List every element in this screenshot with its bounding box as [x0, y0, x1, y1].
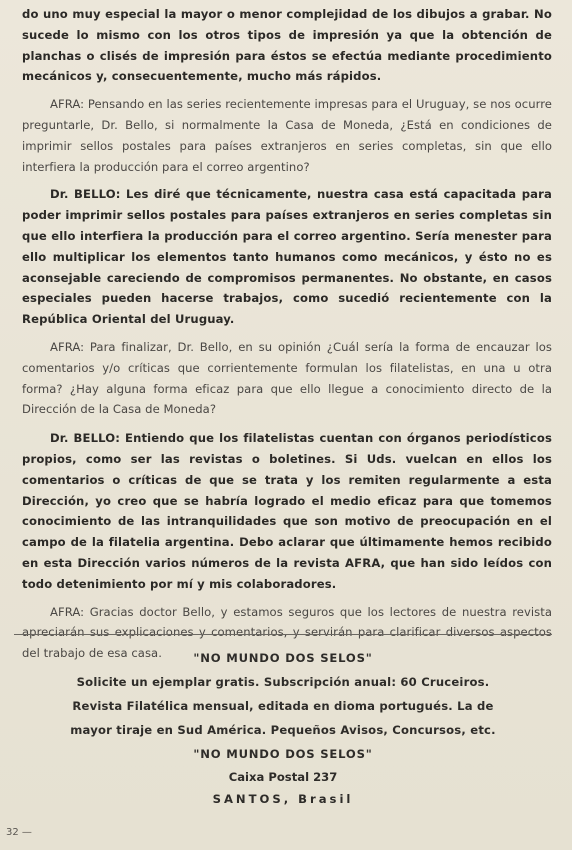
ad-line-subscription: Solicite un ejemplar gratis. Subscripción anual: 60 Cruceiros. — [76, 675, 490, 689]
paragraph-afra-question-criticism: AFRA: Para finalizar, Dr. Bello, en su opinión ¿Cuál sería la forma de encauzar los comentarios y/o críticas que corrientemente formulan los filatelistas, en una u otra forma? ¿Hay alguna forma eficaz para que ello llegue a conocimiento directo de la Dirección de la Casa de Moneda? — [22, 339, 552, 417]
ad-line-circulation: mayor tiraje en Sud América. Pequeños Avisos, Concursos, etc. — [70, 723, 496, 737]
section-divider — [14, 634, 552, 635]
ad-address: Caixa Postal 237 — [228, 770, 338, 784]
paragraph-afra-question-uruguay: AFRA: Pensando en las series recientemente impresas para el Uruguay, se nos ocurre preguntarle, Dr. Bello, si normalmente la Casa de Moneda, ¿Está en condiciones de imprimir sellos postales para países extranjeros en series completas, sin que ello interfiera la producción para el correo argentino? — [22, 97, 552, 174]
ad-city: SANTOS, Brasil — [212, 792, 354, 806]
page-number: 32 — — [6, 827, 32, 838]
article-body — [22, 4, 552, 664]
paragraph-bello-answer-foreign-stamps: Dr. BELLO: Les diré que técnicamente, nuestra casa está capacitada para poder imprimir sellos postales para países extranjeros en series completas sin que ello interfiera la producción para el correo argentino. Sería menester para ello multiplicar los elementos tanto humanos como mecánicos, y ésto no es aconsejable careciendo de compromisos permanentes. No obstante, en casos especiales pueden hacerse trabajos, como sucedió recientemente con la República Oriental del Uruguay. — [22, 187, 552, 327]
paragraph-bello-answer-criticism: Dr. BELLO: Entiendo que los filatelistas cuentan con órganos periodísticos propios, como ser las revistas o boletines. Si Uds. vuelcan en ellos los comentarios o críticas de que se trata y los remiten regularmente a esta Dirección, yo creo que se habría logrado el medio eficaz para que tomemos conocimiento de las intranquilidades que son motivo de preocupación en el campo de la filatelia argentina. Debo aclarar que últimamente hemos recibido en esta Dirección varios números de la revista AFRA, que han sido leídos con todo detenimiento por mí y mis colaboradores. — [22, 431, 552, 591]
paragraph-interview-continuation: do uno muy especial la mayor o menor complejidad de los dibujos a grabar. No sucede lo mismo con los otros tipos de impresión ya que la obtención de planchas o clisés de impresión para éstos se efectúa mediante procedimiento mecánicos y, consecuentemente, mucho más rápidos. — [22, 7, 552, 84]
ad-title-top: "NO MUNDO DOS SELOS" — [193, 651, 373, 665]
ad-line-description: Revista Filatélica mensual, editada en dioma portugués. La de — [72, 699, 494, 713]
ad-title-bottom: "NO MUNDO DOS SELOS" — [193, 747, 373, 761]
paragraph-afra-closing: AFRA: Gracias doctor Bello, y estamos seguros que los lectores de nuestra revista apreciarán sus explicaciones y comentarios, y servirán para clarificar diversos aspectos del trabajo de esa casa. — [22, 604, 552, 661]
advertisement-box — [14, 646, 552, 810]
